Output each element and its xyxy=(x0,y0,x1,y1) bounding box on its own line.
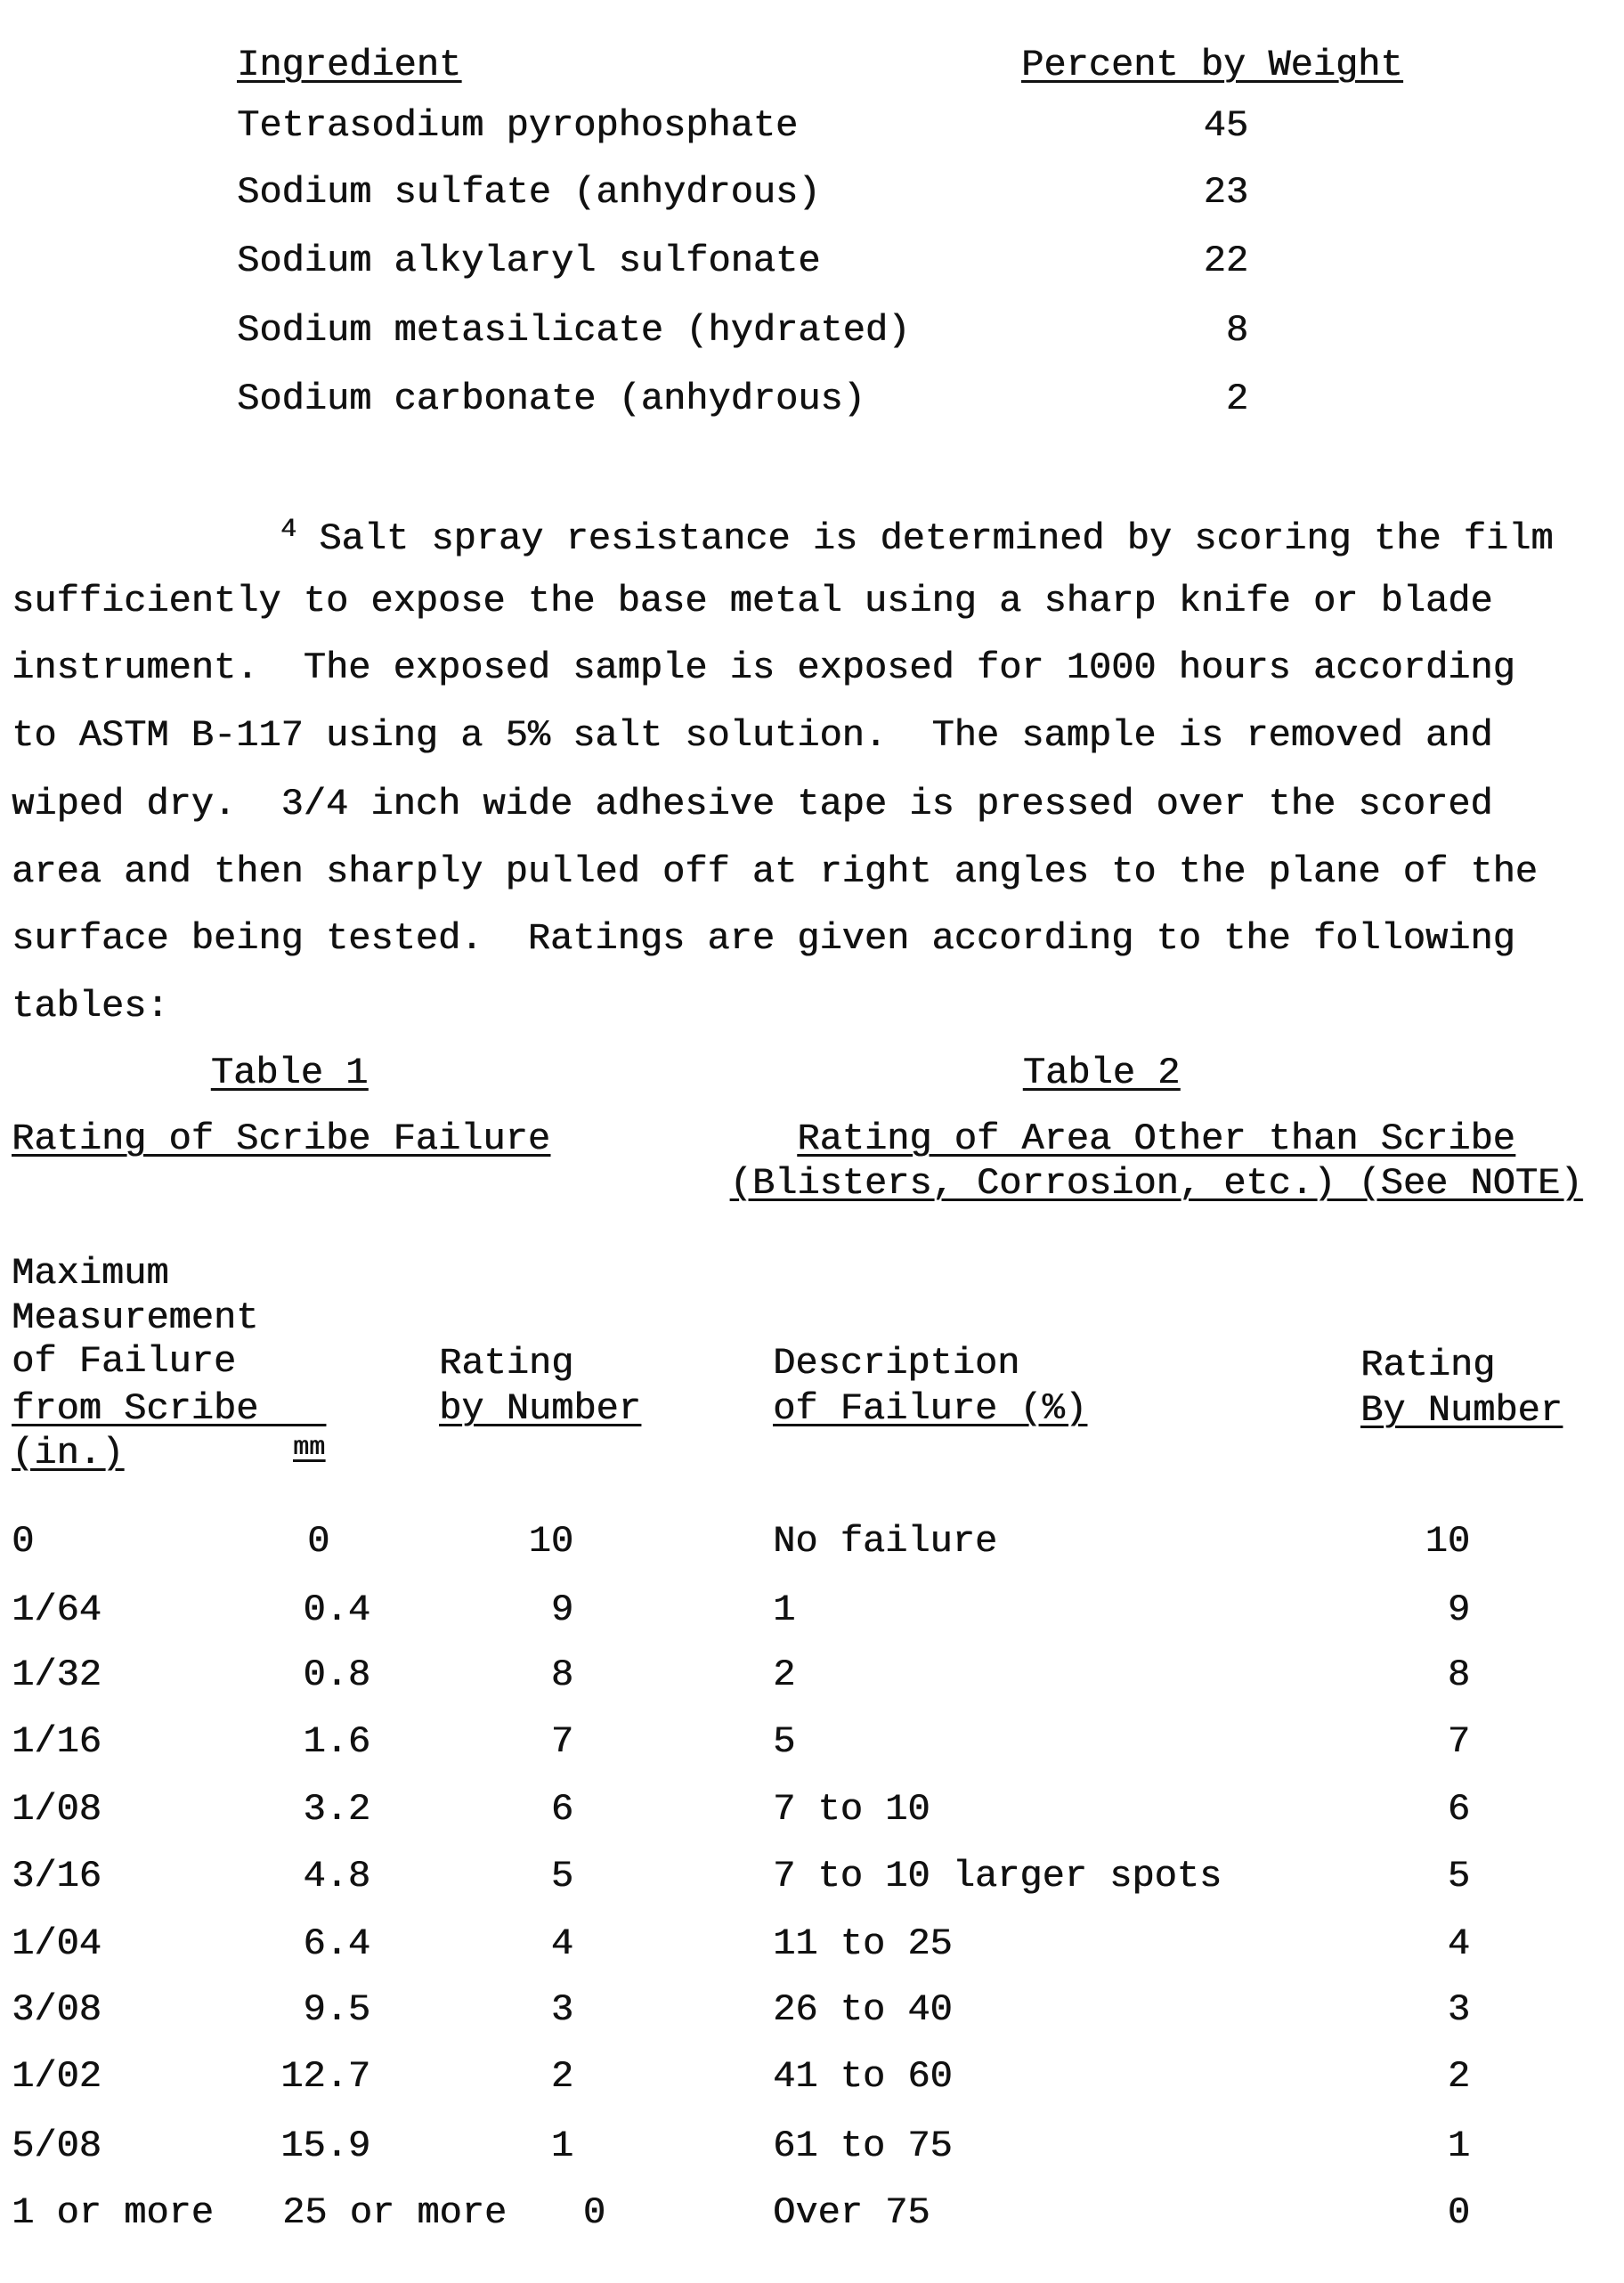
t2-header-rating: By Number xyxy=(1360,1392,1563,1429)
table1-title: Rating of Scribe Failure xyxy=(12,1120,550,1158)
t2-rating: 4 xyxy=(1292,1925,1470,1962)
t2-description: 11 to 25 xyxy=(773,1925,953,1962)
footnote-line: wiped dry. 3/4 inch wide adhesive tape is pressed over the scored xyxy=(12,785,1492,823)
t2-header-desc: of Failure (%) xyxy=(773,1390,1087,1427)
footnote-line: tables: xyxy=(12,987,168,1025)
t1-rating: 7 xyxy=(395,1723,573,1760)
ingredient-percent: 23 xyxy=(1068,174,1248,211)
ingredient-name: Sodium carbonate (anhydrous) xyxy=(237,380,865,418)
t1-header-line: from Scribe xyxy=(12,1390,348,1427)
t1-rating: 8 xyxy=(395,1656,573,1694)
ingredient-name: Sodium metasilicate (hydrated) xyxy=(237,312,910,349)
t1-inches: 1/16 xyxy=(12,1723,102,1760)
ingredient-percent: 2 xyxy=(1068,380,1248,418)
t1-inches: 1/08 xyxy=(12,1791,102,1828)
t2-description: Over 75 xyxy=(773,2194,930,2231)
t2-rating: 2 xyxy=(1292,2058,1470,2095)
ingredient-percent: 45 xyxy=(1068,107,1248,144)
t1-mm: 15.9 xyxy=(192,2127,370,2165)
footnote-line: to ASTM B-117 using a 5% salt solution. The sample is removed and xyxy=(12,717,1492,754)
t1-rating: 9 xyxy=(395,1591,573,1629)
t2-description: 61 to 75 xyxy=(773,2127,953,2165)
t2-description: 26 to 40 xyxy=(773,1991,953,2028)
percent-header: Percent by Weight xyxy=(1021,46,1402,84)
t1-header-line: Maximum xyxy=(12,1255,168,1292)
t1-inches: 3/16 xyxy=(12,1857,102,1895)
t1-inches: 0 xyxy=(12,1523,34,1560)
table2-title-line2: (Blisters, Corrosion, etc.) (See NOTE) xyxy=(727,1165,1585,1202)
t1-inches: 5/08 xyxy=(12,2127,102,2165)
t1-inches: 1/32 xyxy=(12,1656,102,1694)
t1-mm: 0.8 xyxy=(192,1656,370,1694)
table1-label: Table 1 xyxy=(111,1054,467,1092)
t1-rating: 4 xyxy=(395,1925,573,1962)
t2-rating: 7 xyxy=(1292,1723,1470,1760)
t1-header-mm: mm xyxy=(293,1434,325,1461)
t1-header-rating: by Number xyxy=(439,1390,641,1427)
t1-inches: 1/02 xyxy=(12,2058,102,2095)
t1-mm: 3.2 xyxy=(192,1791,370,1828)
t2-rating: 8 xyxy=(1292,1656,1470,1694)
t2-rating: 3 xyxy=(1292,1991,1470,2028)
t2-description: 5 xyxy=(773,1723,795,1760)
t1-mm: 0.4 xyxy=(192,1591,370,1629)
footnote-line: sufficiently to expose the base metal using a sharp knife or blade xyxy=(12,582,1492,620)
footnote-marker: 4 xyxy=(280,515,296,545)
t2-description: No failure xyxy=(773,1523,997,1560)
t2-rating: 6 xyxy=(1292,1791,1470,1828)
t2-rating: 1 xyxy=(1292,2127,1470,2165)
t2-description: 7 to 10 xyxy=(773,1791,930,1828)
footnote-line: surface being tested. Ratings are given according to the following xyxy=(12,920,1515,957)
t2-header-desc: Description xyxy=(773,1345,1019,1382)
ingredient-header: Ingredient xyxy=(237,46,461,84)
t1-inches: 3/08 xyxy=(12,1991,102,2028)
t1-rating: 0 xyxy=(427,2194,605,2231)
ingredient-percent: 8 xyxy=(1068,312,1248,349)
t2-rating: 5 xyxy=(1292,1857,1470,1895)
t2-rating: 9 xyxy=(1292,1591,1470,1629)
t1-rating: 1 xyxy=(395,2127,573,2165)
t2-description: 1 xyxy=(773,1591,795,1629)
table2-title-line1: Rating of Area Other than Scribe xyxy=(727,1120,1585,1158)
ingredient-name: Tetrasodium pyrophosphate xyxy=(237,107,798,144)
t2-description: 41 to 60 xyxy=(773,2058,953,2095)
t1-rating: 6 xyxy=(395,1791,573,1828)
t1-mm: 0 xyxy=(307,1523,329,1560)
t2-rating: 10 xyxy=(1292,1523,1470,1560)
t1-header-line: of Failure xyxy=(12,1343,236,1380)
t1-rating: 3 xyxy=(395,1991,573,2028)
t1-mm: 9.5 xyxy=(192,1991,370,2028)
ingredient-name: Sodium sulfate (anhydrous) xyxy=(237,174,820,211)
t1-inches: 1 or more xyxy=(12,2194,214,2231)
t1-mm: 6.4 xyxy=(192,1925,370,1962)
t1-rating: 10 xyxy=(395,1523,573,1560)
footnote-line: 4 Salt spray resistance is determined by scoring the film xyxy=(280,516,1553,557)
t2-rating: 0 xyxy=(1292,2194,1470,2231)
t1-mm: 25 or more xyxy=(282,2194,507,2231)
t1-mm: 4.8 xyxy=(192,1857,370,1895)
t1-header-line: Measurement xyxy=(12,1299,258,1336)
table2-label: Table 2 xyxy=(923,1054,1279,1092)
footnote-line: area and then sharply pulled off at right angles to the plane of the xyxy=(12,853,1538,890)
t1-mm: 1.6 xyxy=(192,1723,370,1760)
t1-mm: 12.7 xyxy=(192,2058,370,2095)
t1-inches: 1/04 xyxy=(12,1925,102,1962)
t2-description: 2 xyxy=(773,1656,795,1694)
t2-description: 7 to 10 larger spots xyxy=(773,1857,1222,1895)
t1-header-in: (in.) xyxy=(12,1434,124,1472)
t1-inches: 1/64 xyxy=(12,1591,102,1629)
t2-header-rating: Rating xyxy=(1360,1346,1495,1384)
t1-rating: 2 xyxy=(395,2058,573,2095)
t1-header-rating: Rating xyxy=(439,1345,573,1382)
ingredient-name: Sodium alkylaryl sulfonate xyxy=(237,242,820,280)
t1-rating: 5 xyxy=(395,1857,573,1895)
footnote-line: instrument. The exposed sample is exposed for 1000 hours according xyxy=(12,649,1515,687)
ingredient-percent: 22 xyxy=(1068,242,1248,280)
